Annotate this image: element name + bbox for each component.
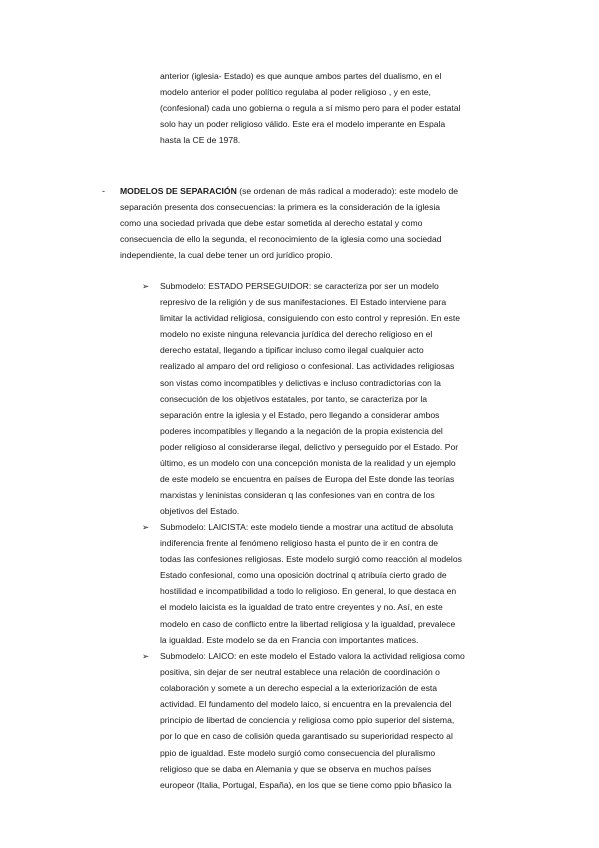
arrow-bullet-icon: ➢ [142, 651, 150, 661]
text-line: europeor (Italia, Portugal, España), en los que se tiene como ppio bñasico la [160, 779, 452, 790]
text-line: la igualdad. Este modelo se da en Francia con importantes matices. [160, 634, 419, 645]
text-line: todas las confesiones religiosas. Este modelo surgió como reacción al modelos [160, 554, 462, 565]
text-line: marxistas y leninistas consideran q las confesiones van en contra de los [160, 490, 435, 501]
submodel-laico [160, 648, 465, 793]
text-line: poderes incompatibles y llegando a la negación de la propia existencia del [160, 425, 443, 436]
text-line: ppio de igualdad. Este modelo surgió como consecuencia del pluralismo [160, 747, 436, 758]
text-line: religioso que se daba en Alemania y que se observa en muchos países [160, 763, 432, 774]
section-heading: MODELOS DE SEPARACIÓN [120, 186, 237, 196]
text-line: hostilidad e incompatibilidad a todo lo religioso. En general, lo que destaca en [160, 586, 457, 597]
text-line: derecho estatal, llegando a tipificar incluso como ilegal cualquier acto [160, 345, 424, 356]
submodel-laicista [160, 519, 462, 648]
text-line: modelo anterior el poder político regulaba al poder religioso , y en este, [160, 87, 431, 98]
submodel-perseguidor [160, 278, 460, 519]
text-line: modelo en caso de conflicto entre la libertad religiosa y la igualdad, prevalece [160, 618, 456, 629]
text-line: Submodelo: LAICO: en este modelo el Estado valora la actividad religiosa como [160, 651, 465, 661]
text-line: consecuencia de ello la segunda, el reconocimiento de la iglesia como una sociedad [120, 234, 442, 245]
arrow-bullet-icon: ➢ [142, 522, 150, 532]
text-line: positiva, sin dejar de ser neutral establece una relación de coordinación o [160, 667, 440, 678]
text-line [120, 183, 458, 199]
text-line: (confesional) cada uno gobierna o regula a sí mismo pero para el poder estatal [160, 103, 461, 114]
text-line: hasta la CE de 1978. [160, 135, 241, 146]
text-line: por lo que en caso de colisión queda garantisado su superioridad respecto al [160, 731, 453, 742]
text-line: el modelo laicista es la igualdad de trato entre creyentes y no. Así, en este [160, 602, 443, 613]
text-line: limitar la actividad religiosa, consiguiendo con esto control y represión. En este [160, 313, 460, 324]
text-line: poder religioso al considerarse ilegal, delictivo y perseguido por el Estado. Por [160, 441, 459, 452]
text-line: indiferencia frente al fenómeno religioso hasta el punto de ir en contra de [160, 538, 439, 549]
intro-paragraph [160, 68, 460, 148]
text-line: objetivos del Estado. [160, 506, 240, 517]
text-line: represivo de la religión y de sus manifestaciones. El Estado interviene para [160, 297, 447, 308]
text-line: colaboración y somete a un derecho especial a la exteriorización de esta [160, 683, 438, 694]
text-line: Estado confesional, como una oposición doctrinal q atribuía cierto grado de [160, 570, 447, 581]
arrow-bullet-icon: ➢ [142, 281, 150, 291]
text-line: consecución de los objetivos estatales, por tanto, se caracteriza por la [160, 393, 428, 404]
text-line: separación presenta dos consecuencias: la primera es la consideración de la iglesia [120, 202, 441, 213]
text-line: actividad. El fundamento del modelo laico, si encuentra en la prevalencia del [160, 699, 452, 710]
text-line: Submodelo: ESTADO PERSEGUIDOR: se caracteriza por ser un modelo [160, 281, 439, 291]
text-line: separación entre la iglesia y el Estado, pero llegando a considerar ambos [160, 409, 440, 420]
text-line: independiente, la cual debe tener un ord jurídico propio. [120, 250, 333, 261]
heading-continuation: (se ordenan de más radical a moderado): este modelo de [236, 186, 459, 196]
text-line: de este modelo se encuentra en países de Europa del Este donde las teorías [160, 474, 455, 485]
separation-paragraph [120, 183, 458, 263]
list-dash-marker: - [102, 186, 105, 196]
text-line: son vistas como incompatibles y delictivas e incluso contradictorias con la [160, 377, 441, 388]
text-line: realizado al amparo del ord religioso o confesional. Las actividades religiosas [160, 361, 455, 372]
text-line: como una sociedad privada que debe estar sometida al derecho estatal y como [120, 218, 423, 229]
text-line: solo hay un poder religioso válido. Este era el modelo imperante en Espala [160, 119, 446, 130]
text-line: anterior (iglesia- Estado) es que aunque ambos partes del dualismo, en el [160, 71, 442, 81]
text-line: último, es un modelo con una concepción monista de la realidad y un ejemplo [160, 458, 456, 469]
text-line: modelo no existe ninguna relevancia jurídica del derecho religioso en el [160, 329, 433, 340]
text-line: Submodelo: LAICISTA: este modelo tiende a mostrar una actitud de absoluta [160, 522, 454, 532]
text-line: principio de libertad de conciencia y religiosa como ppio superior del sistema, [160, 715, 455, 726]
